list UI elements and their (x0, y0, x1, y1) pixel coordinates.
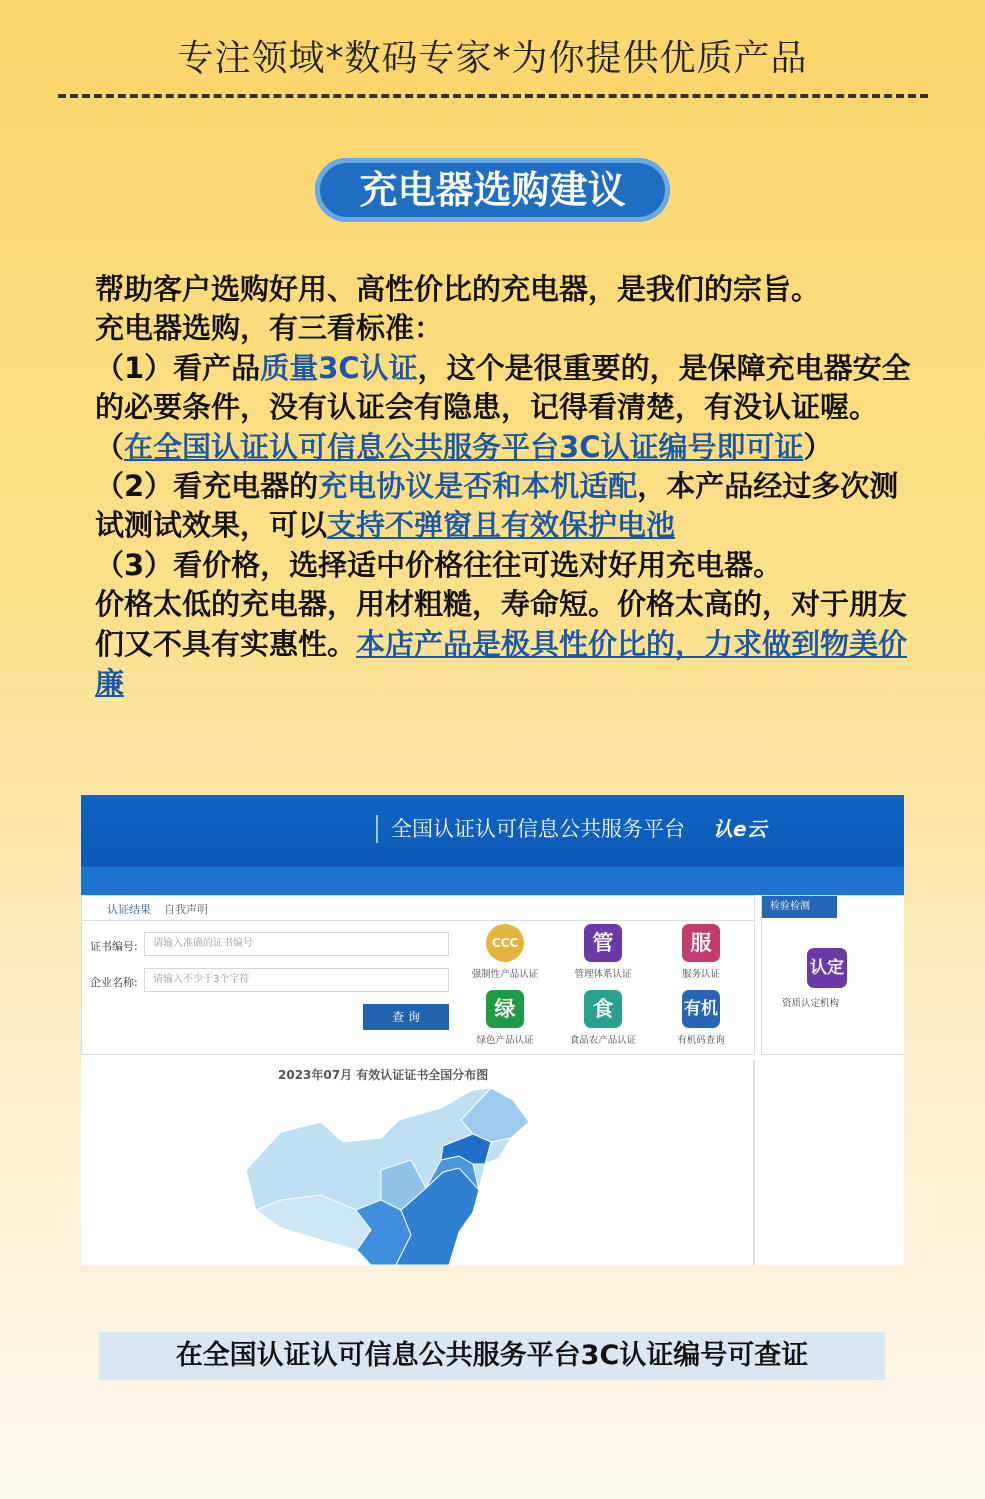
para-3: （1）看产品质量3C认证，这个是很重要的，是保障充电器安全的必要条件，没有认证会有隐患，记得看清楚，有没认证喔。（在全国认证认可信息公共服务平台3C认证编号即可证） (95, 350, 911, 464)
header-separator (376, 815, 378, 843)
highlight-3c: 质量3C认证 (260, 350, 418, 385)
link-value[interactable]: 本店产品是极具性价比的，力求做到物美价廉 (95, 626, 908, 701)
ccc-icon: CCC (486, 924, 524, 962)
management-icon: 管 (584, 924, 622, 962)
tab-cert-result[interactable]: 认证结果 (107, 903, 151, 916)
caption-bar: 在全国认证认可信息公共服务平台3C认证编号可查证 (99, 1332, 885, 1380)
tile-label: 有机码查询 (677, 1035, 725, 1046)
tile-label: 绿色产品认证 (476, 1035, 534, 1046)
search-tabs (82, 896, 754, 921)
platform-title: 全国认证认可信息公共服务平台 (391, 817, 685, 841)
para-5: （3）看价格，选择适中价格往往可选对好用充电器。 (95, 547, 783, 582)
company-name-label: 企业名称: (90, 976, 138, 989)
dashed-divider (58, 94, 928, 98)
tile-management[interactable] (558, 924, 648, 980)
tile-label: 食品农产品认证 (569, 1035, 637, 1046)
query-button[interactable]: 查 询 (363, 1004, 449, 1030)
link-verify-platform[interactable]: 在全国认证认可信息公共服务平台3C认证编号即可证 (124, 429, 804, 464)
top-slogan: 专注领域*数码专家*为你提供优质产品 (177, 38, 808, 79)
accreditation-icon[interactable]: 认定 (807, 948, 847, 988)
company-name-input[interactable]: 请输入不少于3个字符 (144, 968, 449, 992)
advice-text (95, 270, 915, 703)
tile-food[interactable] (558, 990, 648, 1046)
organic-icon: 有机 (682, 990, 720, 1028)
para-6: 价格太低的充电器，用材粗糙，寿命短。价格太高的，对于朋友们又不具有实惠性。本店产品是极具性价比的，力求做到物美价廉 (95, 587, 908, 701)
para-4: （2）看充电器的充电协议是否和本机适配，本产品经过多次测试测试效果，可以支持不弹窗且有效保护电池 (95, 469, 899, 543)
food-icon: 食 (584, 990, 622, 1028)
tile-label: 强制性产品认证 (471, 969, 539, 980)
para-1: 帮助客户选购好用、高性价比的充电器，是我们的宗旨。 (95, 272, 821, 306)
platform-logo: 认e云 (713, 817, 767, 841)
para-2: 充电器选购，有三看标准： (95, 311, 444, 346)
map-title: 2023年07月 有效认证证书全国分布图 (278, 1068, 489, 1082)
section-title: 充电器选购建议 (315, 158, 670, 222)
tile-green[interactable] (460, 990, 550, 1046)
platform-screenshot (81, 795, 904, 1265)
tab-inspection[interactable]: 检验检测 (762, 896, 837, 918)
accreditation-label: 资质认定机构 (782, 998, 840, 1009)
china-map-icon (81, 1060, 753, 1265)
inspection-panel (761, 895, 904, 1055)
green-icon: 绿 (486, 990, 524, 1028)
link-battery[interactable]: 支持不弹窗且有效保护电池 (327, 508, 676, 543)
tile-service[interactable] (656, 924, 746, 980)
search-panel (81, 895, 755, 1055)
tile-label: 管理体系认证 (574, 969, 632, 980)
cert-number-input[interactable]: 请输入准确的证书编号 (144, 932, 449, 956)
header-band (81, 867, 904, 895)
service-icon: 服 (682, 924, 720, 962)
distribution-map (81, 1060, 755, 1265)
cert-number-label: 证书编号: (90, 940, 138, 953)
highlight-protocol: 充电协议是否和本机适配 (318, 469, 638, 504)
tile-organic[interactable] (656, 990, 746, 1046)
tab-self-declare[interactable]: 自我声明 (164, 903, 208, 916)
tile-ccc[interactable] (460, 924, 550, 980)
tile-label: 服务认证 (681, 969, 720, 980)
